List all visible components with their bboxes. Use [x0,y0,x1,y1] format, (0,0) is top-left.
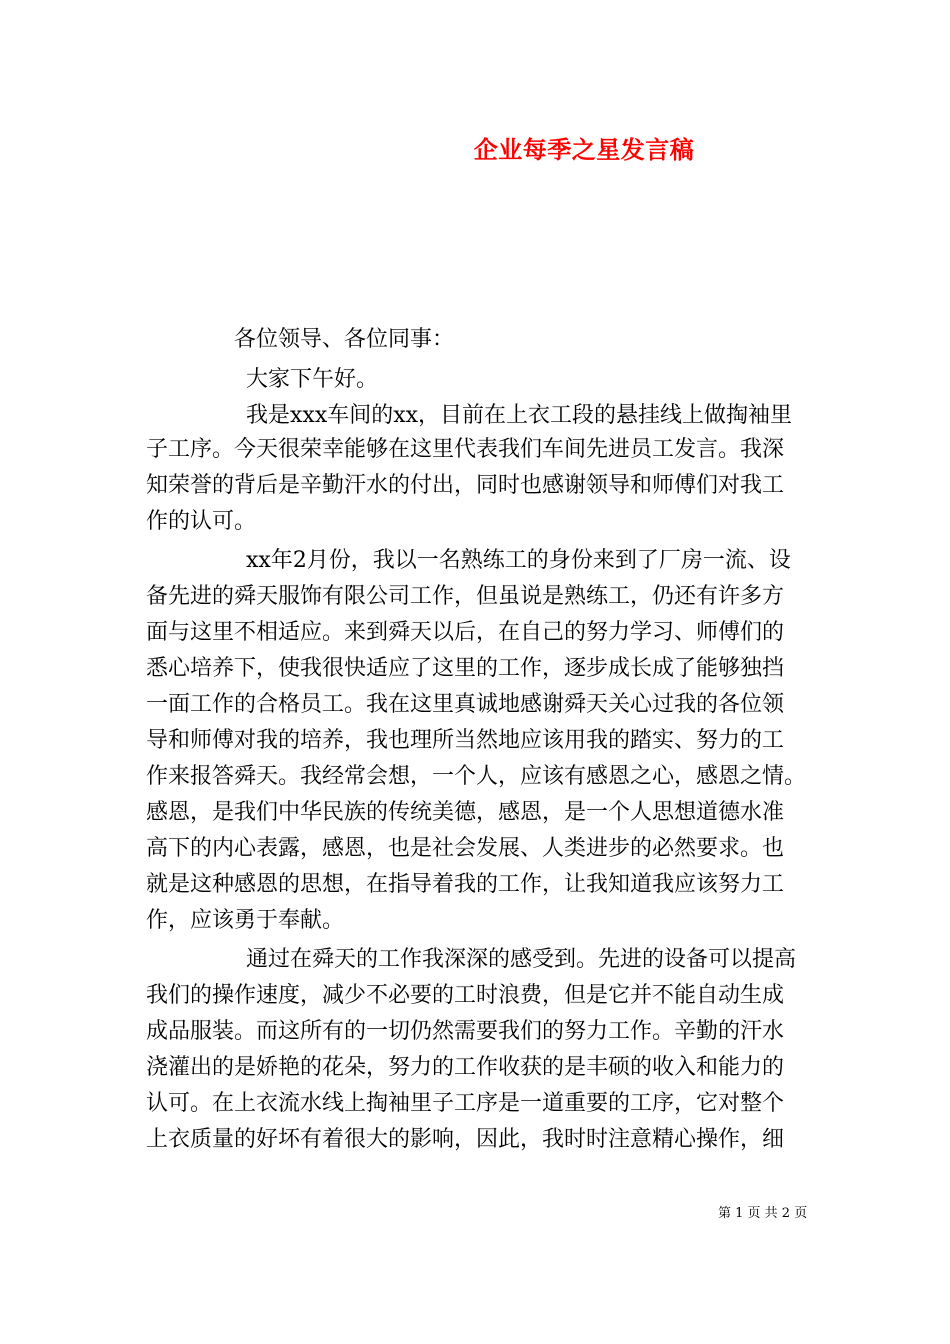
paragraph-line: 通过在舜天的工作我深深的感受到。先进的设备可以提高 [246,947,797,972]
page-title: 企业每季之星发言稿 [473,135,695,164]
paragraph-line: 就是这种感恩的思想，在指导着我的工作，让我知道我应该努力工 [146,872,785,897]
paragraph-line: 认可。在上衣流水线上掏袖里子工序是一道重要的工序，它对整个 [146,1091,785,1116]
paragraph-line: 面与这里不相适应。来到舜天以后，在自己的努力学习、师傅们的 [146,620,785,645]
greeting-line: 大家下午好。 [246,367,379,392]
paragraph-line: 一面工作的合格员工。我在这里真诚地感谢舜天关心过我的各位领 [146,692,785,717]
paragraph-line: 浇灌出的是娇艳的花朵，努力的工作收获的是丰硕的收入和能力的 [146,1055,785,1080]
paragraph-line: 我们的操作速度，减少不必要的工时浪费，但是它并不能自动生成 [146,983,785,1008]
paragraph-line: 高下的内心表露，感恩，也是社会发展、人类进步的必然要求。也 [146,836,785,861]
paragraph-line: 成品服装。而这所有的一切仍然需要我们的努力工作。辛勤的汗水 [146,1019,785,1044]
page-footer: 第 1 页 共 2 页 [718,1206,808,1221]
paragraph-line: xx年2月份，我以一名熟练工的身份来到了厂房一流、设 [246,548,791,573]
paragraph-line: 导和师傅对我的培养，我也理所当然地应该用我的踏实、努力的工 [146,728,785,753]
paragraph-line: 悉心培养下，使我很快适应了这里的工作，逐步成长成了能够独挡 [146,656,785,681]
paragraph-line: 作来报答舜天。我经常会想，一个人，应该有感恩之心，感恩之情。 [146,764,807,789]
paragraph-line: 我是xxx车间的xx，目前在上衣工段的悬挂线上做掏袖里 [246,403,793,428]
paragraph-line: 作，应该勇于奉献。 [146,908,345,933]
salutation-line: 各位领导、各位同事： [234,327,455,352]
paragraph-line: 上衣质量的好坏有着很大的影响，因此，我时时注意精心操作，细 [146,1127,785,1152]
paragraph-line: 备先进的舜天服饰有限公司工作，但虽说是熟练工，仍还有许多方 [146,584,785,609]
paragraph-line: 作的认可。 [146,509,257,534]
paragraph-line: 知荣誉的背后是辛勤汗水的付出，同时也感谢领导和师傅们对我工 [146,473,785,498]
paragraph-line: 子工序。今天很荣幸能够在这里代表我们车间先进员工发言。我深 [146,437,785,462]
paragraph-line: 感恩，是我们中华民族的传统美德，感恩，是一个人思想道德水准 [146,800,785,825]
